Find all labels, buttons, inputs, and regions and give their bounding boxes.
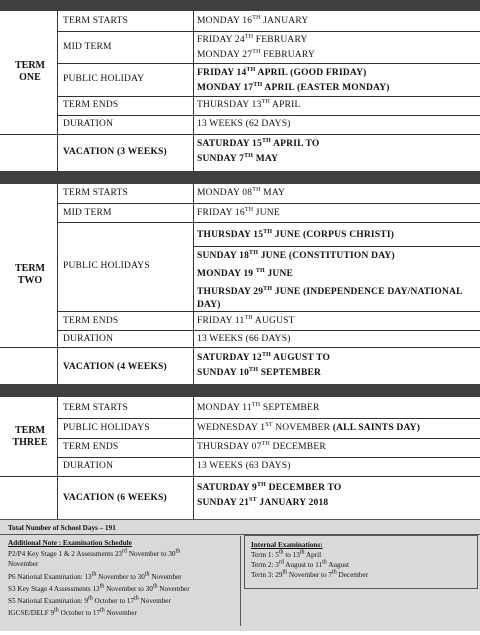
term-starts-label: TERM STARTS: [63, 16, 129, 26]
duration-label: DURATION: [63, 334, 114, 344]
row-divider: [0, 134, 480, 135]
vacation-value: SATURDAY 9TH DECEMBER TO SUNDAY 21ST JANUARY 2018: [197, 481, 342, 508]
total-school-days: Total Number of School Days – 191: [8, 524, 116, 532]
list-item: Term 3: 29th November to 7th December: [251, 569, 369, 579]
mid-term-label: MID TERM: [63, 208, 112, 218]
list-item: P6 National Examination: 13th November to 30th November: [8, 571, 182, 581]
vacation-label: VACATION (4 WEEKS): [63, 362, 167, 372]
term-ends-label: TERM ENDS: [63, 100, 119, 110]
public-holidays-label: PUBLIC HOLIDAYS: [63, 261, 150, 271]
term-ends-label: TERM ENDS: [63, 316, 119, 326]
footer-column-divider: [240, 536, 241, 626]
term-one-label: TERM ONE: [15, 60, 45, 83]
vacation-label: VACATION (3 WEEKS): [63, 147, 167, 157]
examination-schedule-heading: Additional Note : Examination Schedule: [8, 539, 132, 547]
row-divider: [0, 347, 480, 348]
duration-value: 13 WEEKS (63 DAYS): [197, 461, 291, 471]
row-divider: [57, 31, 480, 32]
public-holiday-value: FRIDAY 14TH APRIL (GOOD FRIDAY) MONDAY 17TH APRIL (EASTER MONDAY): [197, 66, 390, 93]
term-ends-value: FRIDAY 11TH AUGUST: [197, 314, 295, 326]
term-starts-label: TERM STARTS: [63, 188, 129, 198]
public-holiday-value: WEDNESDAY 1ST NOVEMBER (ALL SAINTS DAY): [197, 421, 421, 433]
row-divider: [57, 96, 480, 97]
list-item: Term 1: 5th to 13th April: [251, 549, 322, 559]
term-two-label: TERM TWO: [15, 263, 45, 286]
mid-term-label: MID TERM: [63, 42, 112, 52]
duration-value: 13 WEEKS (62 DAYS): [197, 119, 291, 129]
grid-line: [193, 11, 194, 171]
row-divider: [57, 63, 480, 64]
examination-schedule-list: [8, 549, 190, 618]
row-divider: [57, 115, 480, 116]
term-starts-value: MONDAY 16TH JANUARY: [197, 14, 309, 26]
term-ends-label: TERM ENDS: [63, 442, 119, 452]
list-item: IGCSE/DELF 9th October to 17th November: [8, 607, 137, 617]
duration-value: 13 WEEKS (66 DAYS): [197, 334, 291, 344]
vacation-label: VACATION (6 WEEKS): [63, 493, 167, 503]
term-three-label: TERM THREE: [12, 425, 48, 448]
term-separator-bar: [0, 171, 480, 184]
list-item: November: [8, 560, 39, 568]
row-divider: [0, 476, 480, 477]
term-ends-value: THURSDAY 13TH APRIL: [197, 98, 301, 110]
grid-line: [57, 397, 58, 519]
grid-line: [193, 184, 194, 384]
internal-examinations-list: [251, 550, 368, 580]
grid-line: [193, 397, 194, 519]
public-holiday-label: PUBLIC HOLIDAY: [63, 74, 145, 84]
vacation-value: SATURDAY 15TH APRIL TO SUNDAY 7TH MAY: [197, 137, 320, 164]
public-holiday-value: MONDAY 19 $^{TH}$ JUNE: [197, 267, 294, 279]
list-item: S3 Key Stage 4 Assessments 13th November to 30th November: [8, 583, 190, 593]
public-holiday-value: THURSDAY 29TH JUNE (INDEPENDENCE DAY/NATIONAL DAY): [197, 285, 463, 310]
grid-line: [57, 11, 58, 171]
duration-label: DURATION: [63, 119, 114, 129]
term-separator-bar: [0, 384, 480, 397]
row-divider: [57, 438, 480, 439]
list-item: Term 2: 3rd August to 11th August: [251, 559, 349, 569]
duration-label: DURATION: [63, 461, 114, 471]
mid-term-value: FRIDAY 16TH JUNE: [197, 206, 280, 218]
row-divider: [57, 418, 480, 419]
list-item: S5 National Examination: 9th October to 17th November: [8, 595, 171, 605]
mid-term-value: FRIDAY 24TH FEBRUARY MONDAY 27TH FEBRUARY: [197, 33, 315, 60]
term-ends-value: THURSDAY 07TH DECEMBER: [197, 440, 326, 452]
header-bar: [0, 0, 480, 11]
term-starts-value: MONDAY 08TH MAY: [197, 186, 286, 198]
term-starts-value: MONDAY 11TH SEPTEMBER: [197, 401, 320, 413]
public-holiday-value: SUNDAY 18TH JUNE (CONSTITUTION DAY): [197, 249, 395, 261]
row-divider: [57, 203, 480, 204]
public-holidays-label: PUBLIC HOLIDAYS: [63, 423, 150, 433]
row-divider: [57, 457, 480, 458]
term-starts-label: TERM STARTS: [63, 403, 129, 413]
row-divider: [57, 222, 480, 223]
vacation-value: SATURDAY 12TH AUGUST TO SUNDAY 10TH SEPTEMBER: [197, 351, 331, 378]
list-item: P2/P4 Key Stage 1 & 2 Assessments 23rd November to 30th: [8, 548, 181, 558]
internal-examinations-heading: Internal Examinations:: [251, 541, 323, 549]
row-divider: [57, 330, 480, 331]
public-holiday-value: THURSDAY 15TH JUNE (CORPUS CHRISTI): [197, 228, 395, 240]
row-divider: [193, 246, 480, 247]
